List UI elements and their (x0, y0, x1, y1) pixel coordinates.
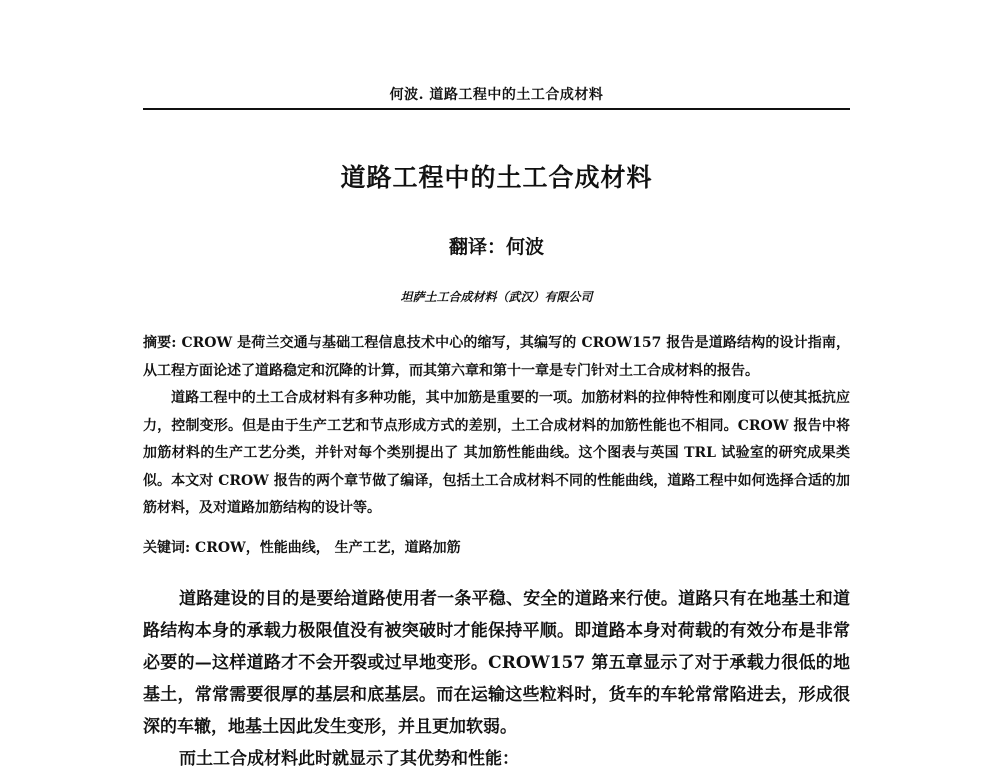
body-paragraph-1: 道路建设的目的是要给道路使用者一条平稳、安全的道路来行使。道路只有在地基土和道路结构本身的承载力极限值没有被突破时才能保持平顺。即道路本身对荷载的有效分布是非常必要的—这样道路才不会开裂或过早地变形。CROW157 第五章显示了对于承载力很低的地基土，常常需要很厚的基层和底基层。而在运输这些粒料时，货车的车轮常常陷进去，形成很深的车辙，地基土因此发生变形，并且更加软弱。 (143, 589, 850, 737)
article-title: 道路工程中的土工合成材料 (340, 163, 653, 192)
body-paragraph-2: 而土工合成材料此时就显示了其优势和性能： (179, 749, 519, 769)
keywords-text: CROW，性能曲线， 生产工艺，道路加筋 (195, 540, 461, 556)
keywords (143, 537, 850, 557)
abstract-paragraph-1 (143, 330, 850, 385)
affiliation: 坦萨土工合成材料（武汉）有限公司 (400, 290, 593, 304)
keywords-label: 关键词: (143, 540, 191, 556)
abstract-label: 摘要: (143, 335, 177, 351)
abstract-text-1: CROW 是荷兰交通与基础工程信息技术中心的缩写，其编写的 CROW157 报告是道路结构的设计指南，从工程方面论述了道路稳定和沉降的计算，而其第六章和第十一章是专门针对土工合成材料的报告。 (143, 335, 851, 379)
translator-line: 翻译：何波 (448, 236, 544, 258)
body-text (143, 583, 850, 775)
running-header: 何波. 道路工程中的土工合成材料 (389, 87, 604, 103)
abstract-paragraph-2: 道路工程中的土工合成材料有多种功能，其中加筋是重要的一项。加筋材料的拉伸特性和刚度可以使其抵抗应力，控制变形。但是由于生产工艺和节点形成方式的差别，土工合成材料的加筋性能也不相同。CROW 报告中将加筋材料的生产工艺分类，并针对每个类别提出了 其加筋性能曲线。这个图表与英国 TRL 试验室的研究成果类似。本文对 CROW 报告的两个章节做了编译，包括土工合成材料不同的性能曲线，道路工程中如何选择合适的加筋材料，及对道路加筋结构的设计等。 (143, 390, 850, 516)
header-rule (143, 108, 850, 110)
abstract (143, 330, 850, 523)
